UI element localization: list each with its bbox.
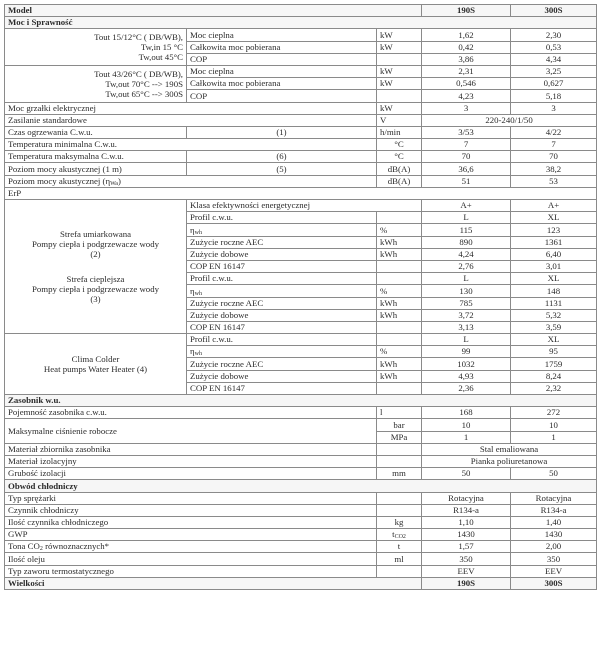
- section-title: ErP: [5, 187, 597, 199]
- table-row: [5, 443, 597, 455]
- table-row: [5, 200, 597, 212]
- value-300s: 3,59: [511, 321, 597, 333]
- param-name: Grubość izolacji: [5, 468, 377, 480]
- table-row: [5, 553, 597, 565]
- group-line: Pompy ciepła i podgrzewacze wody: [31, 283, 160, 294]
- condition-line: Tout 15/12°C ( DB/WB),: [94, 31, 183, 42]
- co2-subscript: 2: [39, 546, 43, 553]
- param-unit: V: [377, 114, 422, 126]
- value-190s: 50: [422, 468, 511, 480]
- value-300s: 8,24: [511, 370, 597, 382]
- param-name: [5, 175, 377, 187]
- eta-symbol: η: [190, 224, 195, 235]
- value-190s: L: [422, 334, 511, 346]
- symbol-subscript: wh: [194, 229, 202, 236]
- table-row: [5, 407, 597, 419]
- value-both: Stal emaliowana: [422, 443, 597, 455]
- symbol-subscript: wh: [194, 351, 202, 358]
- param-name: Zużycie dobowe: [187, 370, 377, 382]
- value-300s: 7: [511, 139, 597, 151]
- eta-symbol: η: [190, 346, 195, 357]
- footer-model-300s: 300S: [511, 577, 597, 589]
- table-row: [5, 114, 597, 126]
- param-name: Profil c.w.u.: [187, 273, 377, 285]
- param-name: COP: [187, 90, 377, 102]
- condition-line: Tout 43/26°C ( DB/WB),: [94, 68, 183, 79]
- table-row: [5, 529, 597, 541]
- param-unit: %: [377, 224, 422, 236]
- value-190s: 36,6: [422, 163, 511, 175]
- value-300s: 70: [511, 151, 597, 163]
- value-190s: 1,57: [422, 541, 511, 553]
- param-name: COP EN 16147: [187, 260, 377, 272]
- param-unit: kWh: [377, 309, 422, 321]
- value-190s: 3,86: [422, 53, 511, 65]
- value-190s: 10: [422, 419, 511, 431]
- param-unit: kW: [377, 78, 422, 90]
- value-190s: 3: [422, 102, 511, 114]
- value-190s: 168: [422, 407, 511, 419]
- value-190s: 7: [422, 139, 511, 151]
- param-unit: kWh: [377, 236, 422, 248]
- value-300s: 1131: [511, 297, 597, 309]
- value-190s: 1,10: [422, 516, 511, 528]
- value-190s: 99: [422, 346, 511, 358]
- table-row: [5, 565, 597, 577]
- param-name: Materiał zbiornika zasobnika: [5, 443, 377, 455]
- value-300s: XL: [511, 212, 597, 224]
- param-name: Zasilanie standardowe: [5, 114, 377, 126]
- value-190s: 3,13: [422, 321, 511, 333]
- value-300s: 2,30: [511, 29, 597, 41]
- param-name: COP: [187, 53, 377, 65]
- group-line: Strefa cieplejsza: [66, 273, 125, 284]
- param-name: Pojemność zasobnika c.w.u.: [5, 407, 377, 419]
- param-unit: t: [377, 541, 422, 553]
- value-300s: A+: [511, 200, 597, 212]
- value-300s: 148: [511, 285, 597, 297]
- param-unit: h/min: [377, 126, 422, 138]
- eta-symbol: η: [105, 175, 111, 186]
- param-name: Klasa efektywności energetycznej: [187, 200, 422, 212]
- value-190s: 4,24: [422, 248, 511, 260]
- value-300s: 1: [511, 431, 597, 443]
- param-name: Całkowita moc pobierana: [187, 78, 377, 90]
- param-unit: dB(A): [377, 163, 422, 175]
- param-name: Zużycie roczne AEC: [187, 297, 377, 309]
- value-300s: R134-a: [511, 504, 597, 516]
- value-190s: A+: [422, 200, 511, 212]
- table-row: [5, 29, 597, 41]
- param-unit: [377, 53, 422, 65]
- param-name: Typ sprężarki: [5, 492, 377, 504]
- section-title: Obwód chłodniczy: [5, 480, 597, 492]
- table-row: [5, 151, 597, 163]
- param-unit: mm: [377, 468, 422, 480]
- table-row: [5, 139, 597, 151]
- param-unit: [377, 565, 422, 577]
- value-190s: EEV: [422, 565, 511, 577]
- param-unit: kWh: [377, 358, 422, 370]
- param-name: Temperatura minimalna C.w.u.: [5, 139, 377, 151]
- value-190s: 70: [422, 151, 511, 163]
- group-line: Heat pumps Water Heater (4): [43, 364, 148, 375]
- param-name-text: Tona CO: [8, 541, 40, 552]
- value-190s: 4,93: [422, 370, 511, 382]
- value-300s: 4/22: [511, 126, 597, 138]
- section-erp: [5, 187, 597, 199]
- value-300s: 350: [511, 553, 597, 565]
- header-row: [5, 5, 597, 17]
- table-row: [5, 102, 597, 114]
- value-300s: 5,18: [511, 90, 597, 102]
- param-name: Czas ogrzewania C.w.u.: [5, 126, 187, 138]
- group-spacer: [8, 260, 183, 274]
- value-300s: 0,53: [511, 41, 597, 53]
- param-unit: [377, 443, 422, 455]
- footer-row: [5, 577, 597, 589]
- param-name: Maksymalne ciśnienie robocze: [5, 419, 377, 443]
- table-row: [5, 65, 597, 77]
- section-moc: [5, 17, 597, 29]
- param-unit: [377, 321, 422, 333]
- param-unit: %: [377, 285, 422, 297]
- value-300s: 38,2: [511, 163, 597, 175]
- spec-table: [4, 4, 597, 590]
- param-unit: [377, 504, 422, 516]
- section-zasobnik: [5, 395, 597, 407]
- param-unit: kWh: [377, 370, 422, 382]
- param-name: [5, 541, 377, 553]
- value-both: 220-240/1/50: [422, 114, 597, 126]
- section-obwod: [5, 480, 597, 492]
- value-190s: 130: [422, 285, 511, 297]
- table-row: [5, 175, 597, 187]
- eta-symbol: η: [190, 285, 195, 296]
- value-190s: 51: [422, 175, 511, 187]
- condition-line: Tw,in 15 °C: [140, 42, 183, 53]
- param-name: [187, 285, 377, 297]
- table-row: [5, 468, 597, 480]
- value-300s: 3,01: [511, 260, 597, 272]
- param-name: Zużycie roczne AEC: [187, 236, 377, 248]
- section-title: Moc i Sprawność: [5, 17, 597, 29]
- param-unit: MPa: [377, 431, 422, 443]
- value-190s: 890: [422, 236, 511, 248]
- value-300s: 5,32: [511, 309, 597, 321]
- footer-model-190s: 190S: [422, 577, 511, 589]
- value-190s: 1032: [422, 358, 511, 370]
- header-label: Model: [5, 5, 422, 17]
- param-unit: [377, 212, 422, 224]
- condition-line: Tw,out 70°C --> 190S: [105, 78, 183, 89]
- param-unit: °C: [377, 139, 422, 151]
- value-190s: 350: [422, 553, 511, 565]
- condition-line: Tw,out 65°C --> 300S: [105, 88, 183, 99]
- param-note: (1): [187, 126, 377, 138]
- value-300s: 10: [511, 419, 597, 431]
- header-model-190s: 190S: [422, 5, 511, 17]
- value-190s: 115: [422, 224, 511, 236]
- symbol-subscript: Wa: [110, 180, 118, 187]
- param-name: Temperatura maksymalna C.w.u.: [5, 151, 187, 163]
- unit-subscript: CO2: [394, 534, 406, 541]
- param-unit: kW: [377, 102, 422, 114]
- param-name: Ilość czynnika chłodniczego: [5, 516, 377, 528]
- symbol-subscript: wh: [194, 290, 202, 297]
- value-300s: XL: [511, 273, 597, 285]
- value-300s: 0,627: [511, 78, 597, 90]
- param-name: Typ zaworu termostatycznego: [5, 565, 377, 577]
- value-190s: Rotacyjna: [422, 492, 511, 504]
- table-row: [5, 492, 597, 504]
- value-190s: 2,31: [422, 65, 511, 77]
- param-unit: kW: [377, 41, 422, 53]
- value-190s: 1430: [422, 529, 511, 541]
- value-190s: 0,42: [422, 41, 511, 53]
- value-300s: 4,34: [511, 53, 597, 65]
- value-300s: 1430: [511, 529, 597, 541]
- condition-group-1: [5, 29, 187, 66]
- param-name: Moc cieplna: [187, 29, 377, 41]
- param-name: Zużycie dobowe: [187, 248, 377, 260]
- value-300s: 2,32: [511, 382, 597, 394]
- param-name: Zużycie roczne AEC: [187, 358, 377, 370]
- value-300s: 2,00: [511, 541, 597, 553]
- param-unit: l: [377, 407, 422, 419]
- param-name: Moc cieplna: [187, 65, 377, 77]
- param-unit: [377, 260, 422, 272]
- group-line: (3): [90, 293, 101, 304]
- value-300s: 3: [511, 102, 597, 114]
- param-name: COP EN 16147: [187, 321, 377, 333]
- param-name: COP EN 16147: [187, 382, 377, 394]
- value-300s: 3,25: [511, 65, 597, 77]
- param-name: Profil c.w.u.: [187, 334, 377, 346]
- value-300s: 95: [511, 346, 597, 358]
- param-name: Profil c.w.u.: [187, 212, 377, 224]
- value-300s: Rotacyjna: [511, 492, 597, 504]
- param-name: Zużycie dobowe: [187, 309, 377, 321]
- value-300s: 1,40: [511, 516, 597, 528]
- value-190s: 3,72: [422, 309, 511, 321]
- value-300s: 272: [511, 407, 597, 419]
- table-row: [5, 163, 597, 175]
- value-300s: 50: [511, 468, 597, 480]
- value-190s: 785: [422, 297, 511, 309]
- value-300s: XL: [511, 334, 597, 346]
- table-row: [5, 455, 597, 467]
- param-name: Ilość oleju: [5, 553, 377, 565]
- value-190s: 3/53: [422, 126, 511, 138]
- param-unit: [377, 382, 422, 394]
- param-name: [187, 346, 377, 358]
- unit-text: t: [392, 529, 395, 540]
- param-name: GWP: [5, 529, 377, 541]
- group-line: (2): [90, 249, 101, 260]
- param-name: Moc grzałki elektrycznej: [5, 102, 377, 114]
- param-unit: bar: [377, 419, 422, 431]
- param-unit: [377, 455, 422, 467]
- value-300s: 1759: [511, 358, 597, 370]
- param-unit: [377, 273, 422, 285]
- table-row: [5, 419, 597, 431]
- value-190s: 1: [422, 431, 511, 443]
- section-title: Zasobnik w.u.: [5, 395, 597, 407]
- table-row: [5, 504, 597, 516]
- value-190s: 1,62: [422, 29, 511, 41]
- param-name: [187, 224, 377, 236]
- value-190s: 2,36: [422, 382, 511, 394]
- table-row: [5, 516, 597, 528]
- table-row: [5, 126, 597, 138]
- param-unit: [377, 334, 422, 346]
- param-unit: kW: [377, 29, 422, 41]
- condition-group-2: [5, 65, 187, 102]
- header-model-300s: 300S: [511, 5, 597, 17]
- param-unit: kWh: [377, 248, 422, 260]
- param-name-text: równoznacznych*: [42, 541, 110, 552]
- param-name-close: ): [117, 175, 121, 186]
- erp-group-c: [5, 334, 187, 395]
- value-300s: 1361: [511, 236, 597, 248]
- param-unit: kg: [377, 516, 422, 528]
- param-unit: °C: [377, 151, 422, 163]
- footer-label: Wielkości: [5, 577, 422, 589]
- condition-line: Tw,out 45°C: [138, 52, 183, 63]
- value-300s: 53: [511, 175, 597, 187]
- param-unit: ml: [377, 553, 422, 565]
- value-300s: 123: [511, 224, 597, 236]
- value-190s: L: [422, 212, 511, 224]
- group-line: Pompy ciepła i podgrzewacze wody: [31, 239, 160, 250]
- param-note: (6): [187, 151, 377, 163]
- erp-group-ab: [5, 200, 187, 334]
- param-note: (5): [187, 163, 377, 175]
- param-name: Poziom mocy akustycznej (1 m): [5, 163, 187, 175]
- param-unit: [377, 529, 422, 541]
- value-190s: 2,76: [422, 260, 511, 272]
- value-190s: R134-a: [422, 504, 511, 516]
- param-name: Całkowita moc pobierana: [187, 41, 377, 53]
- value-190s: 0,546: [422, 78, 511, 90]
- group-line: Strefa umiarkowana: [59, 229, 132, 240]
- value-190s: L: [422, 273, 511, 285]
- param-unit: %: [377, 346, 422, 358]
- param-unit: [377, 492, 422, 504]
- param-unit: dB(A): [377, 175, 422, 187]
- param-name-text: Poziom mocy akustycznej (: [8, 175, 106, 186]
- value-300s: 6,40: [511, 248, 597, 260]
- param-name: Materiał izolacyjny: [5, 455, 377, 467]
- param-unit: kW: [377, 65, 422, 77]
- table-row: [5, 334, 597, 346]
- table-row: [5, 541, 597, 553]
- param-unit: kWh: [377, 297, 422, 309]
- value-190s: 4,23: [422, 90, 511, 102]
- group-line: Clima Colder: [71, 353, 120, 364]
- value-300s: EEV: [511, 565, 597, 577]
- param-unit: [377, 90, 422, 102]
- value-both: Pianka poliuretanowa: [422, 455, 597, 467]
- param-name: Czynnik chłodniczy: [5, 504, 377, 516]
